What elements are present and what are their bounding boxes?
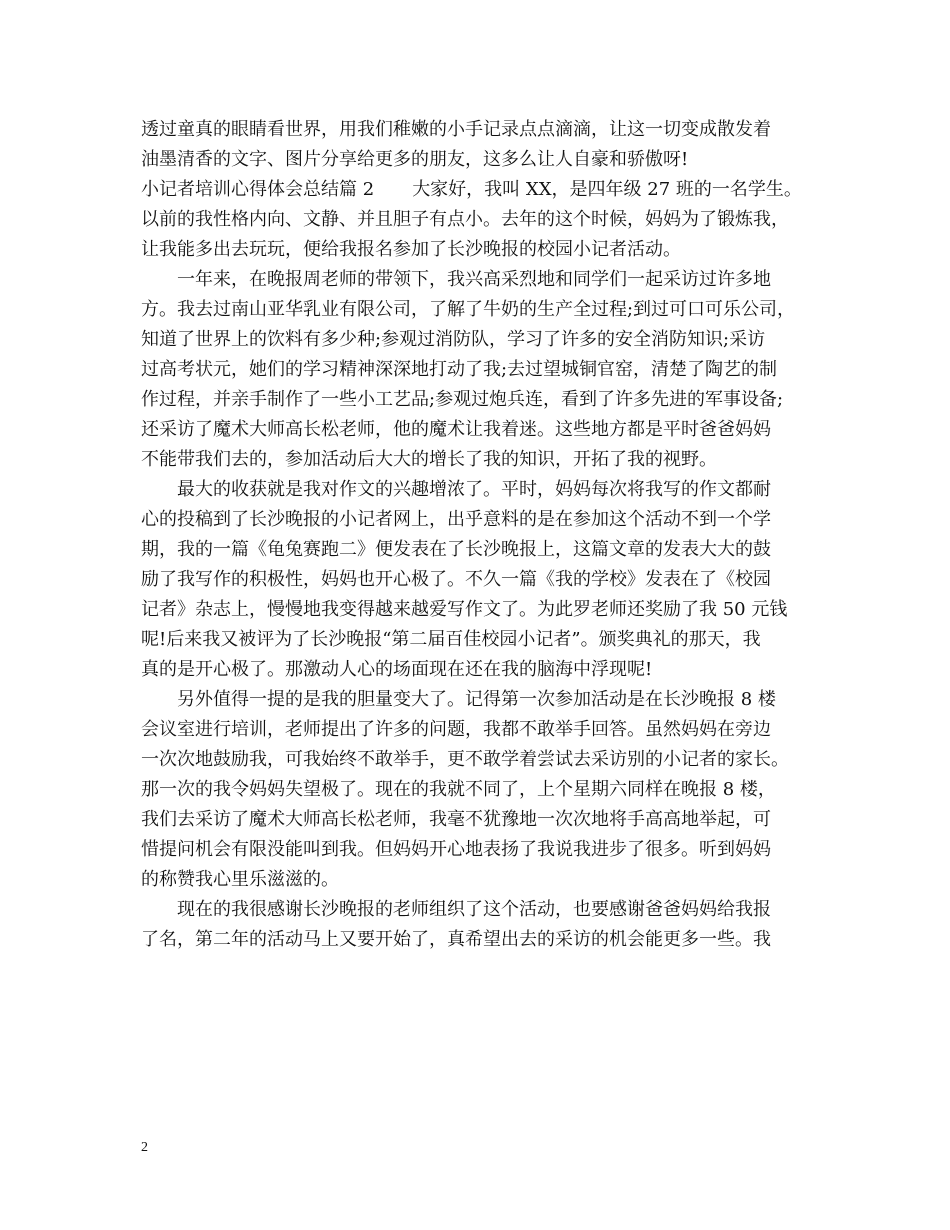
text-line: 真的是开心极了。那激动人心的场面现在还在我的脑海中浮现呢! <box>141 659 653 680</box>
text-line: 会议室进行培训，老师提出了许多的问题，我都不敢举手回答。虽然妈妈在旁边 <box>141 719 771 740</box>
text-line: 励了我写作的积极性，妈妈也开心极了。不久一篇《我的学校》发表在了《校园 <box>141 569 771 590</box>
paragraph-start-line: 一年来，在晚报周老师的带领下，我兴高采烈地和同学们一起采访过许多地 <box>177 269 771 290</box>
text-line: 那一次的我令妈妈失望极了。现在的我就不同了，上个星期六同样在晚报 8 楼， <box>141 779 776 800</box>
paragraph-start-line: 另外值得一提的是我的胆量变大了。记得第一次参加活动是在长沙晚报 8 楼 <box>177 689 776 710</box>
text-line: 方。我去过南山亚华乳业有限公司，了解了牛奶的生产全过程;到过可口可乐公司， <box>141 299 796 320</box>
text-line: 一次次地鼓励我，可我始终不敢举手，更不敢学着尝试去采访别的小记者的家长。 <box>141 749 789 770</box>
text-line: 心的投稿到了长沙晚报的小记者网上，出乎意料的是在参加这个活动不到一个学 <box>141 509 771 530</box>
text-line: 我们去采访了魔术大师高长松老师，我毫不犹豫地一次次地将手高高地举起，可 <box>141 809 771 830</box>
text-line: 不能带我们去的，参加活动后大大的增长了我的知识，开拓了我的视野。 <box>141 449 717 470</box>
text-line: 惜提问机会有限没能叫到我。但妈妈开心地表扬了我说我进步了很多。听到妈妈 <box>141 839 771 860</box>
text-line: 以前的我性格内向、文静、并且胆子有点小。去年的这个时候，妈妈为了锻炼我， <box>141 209 789 230</box>
text-line: 过高考状元，她们的学习精神深深地打动了我;去过望城铜官窑，清楚了陶艺的制 <box>141 359 778 380</box>
page-number: 2 <box>141 1140 148 1155</box>
body-text <box>141 115 813 955</box>
heading-line <box>141 175 813 205</box>
text-line: 让我能多出去玩玩，便给我报名参加了长沙晚报的校园小记者活动。 <box>141 239 681 260</box>
text-line: 知道了世界上的饮料有多少种;参观过消防队，学习了许多的安全消防知识;采访 <box>141 329 766 350</box>
text-line: 记者》杂志上，慢慢地我变得越来越爱写作文了。为此罗老师还奖励了我 50 元钱 <box>141 599 788 620</box>
text-line: 的称赞我心里乐滋滋的。 <box>141 869 339 890</box>
text-line: 了名，第二年的活动马上又要开始了，真希望出去的采访的机会能更多一些。我 <box>141 929 771 950</box>
paragraph-start-line: 最大的收获就是我对作文的兴趣增浓了。平时，妈妈每次将我写的作文都耐 <box>177 479 771 500</box>
text-line: 透过童真的眼睛看世界，用我们稚嫩的小手记录点点滴滴，让这一切变成散发着 <box>141 119 771 140</box>
text-line: 期，我的一篇《龟兔赛跑二》便发表在了长沙晚报上，这篇文章的发表大大的鼓 <box>141 539 771 560</box>
section-intro: 大家好，我叫 XX，是四年级 27 班的一名学生。 <box>412 179 802 200</box>
section-title: 小记者培训心得体会总结篇 2 <box>141 179 375 200</box>
paragraph-start-line: 现在的我很感谢长沙晚报的老师组织了这个活动，也要感谢爸爸妈妈给我报 <box>177 899 771 920</box>
text-line: 油墨清香的文字、图片分享给更多的朋友，这多么让人自豪和骄傲呀! <box>141 149 689 170</box>
text-line: 呢!后来我又被评为了长沙晚报“第二届百佳校园小记者”。颁奖典礼的那天，我 <box>141 629 761 650</box>
text-line: 作过程，并亲手制作了一些小工艺品;参观过炮兵连，看到了许多先进的军事设备; <box>141 389 784 410</box>
text-line: 还采访了魔术大师高长松老师，他的魔术让我着迷。这些地方都是平时爸爸妈妈 <box>141 419 771 440</box>
